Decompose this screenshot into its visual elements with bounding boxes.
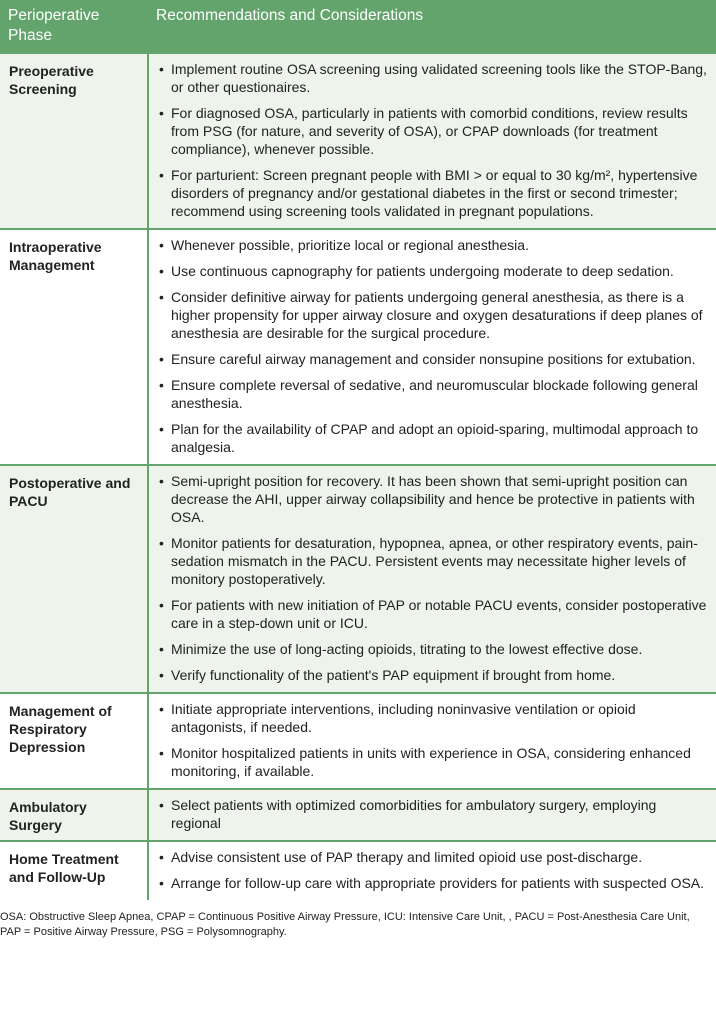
recs-cell [148, 53, 716, 229]
recs-cell [148, 693, 716, 789]
bullet-icon: • [159, 875, 164, 891]
phase-cell: Intraoperative Management [0, 229, 148, 465]
item-text: For patients with new initiation of PAP or notable PACU events, consider postoperative care in a step-down unit or ICU. [171, 597, 707, 631]
item-text: For parturient: Screen pregnant people with BMI > or equal to 30 kg/m², hypertensive disorders of pregnancy and/or gestational diabetes in the first or second trimester; recommend using screening tools validated in pregnant populations. [171, 167, 698, 219]
list-item [157, 420, 708, 456]
item-text: Monitor hospitalized patients in units with experience in OSA, considering enhanced monitoring, if available. [171, 745, 691, 779]
list-item [157, 666, 708, 684]
item-text: Verify functionality of the patient's PAP equipment if brought from home. [171, 667, 616, 683]
recs-cell [148, 789, 716, 841]
list-item [157, 166, 708, 220]
bullet-icon: • [159, 701, 164, 717]
table-row [0, 841, 716, 900]
list-item [157, 744, 708, 780]
bullet-icon: • [159, 105, 164, 121]
item-text: Monitor patients for desaturation, hypopnea, apnea, or other respiratory events, pain-sedation mismatch in the PACU. Persistent events may necessitate higher levels of monitory postoperatively. [171, 535, 698, 587]
item-text: Implement routine OSA screening using validated screening tools like the STOP-Bang, or other questionaires. [171, 61, 707, 95]
table-row [0, 53, 716, 229]
table-row [0, 465, 716, 693]
bullet-icon: • [159, 289, 164, 305]
phase-cell: Ambulatory Surgery [0, 789, 148, 841]
list-item [157, 104, 708, 158]
bullet-icon: • [159, 351, 164, 367]
recs-cell [148, 841, 716, 900]
item-text: Advise consistent use of PAP therapy and limited opioid use post-discharge. [171, 849, 643, 865]
header-row [0, 0, 716, 53]
bullet-icon: • [159, 377, 164, 393]
bullet-icon: • [159, 237, 164, 253]
bullet-icon: • [159, 597, 164, 613]
item-text: Use continuous capnography for patients undergoing moderate to deep sedation. [171, 263, 674, 279]
item-text: Ensure careful airway management and consider nonsupine positions for extubation. [171, 351, 696, 367]
footnote: OSA: Obstructive Sleep Apnea, CPAP = Continuous Positive Airway Pressure, ICU: Intensive Care Unit, , PACU = Post-Anesthesia Care Unit, PAP = Positive Airway Pressure, PSG = Polysomnography. [0, 911, 690, 938]
list-item [157, 236, 708, 254]
list-item [157, 700, 708, 736]
list-item [157, 848, 708, 866]
item-text: Ensure complete reversal of sedative, and neuromuscular blockade following general anesthesia. [171, 377, 698, 411]
phase-cell: Home Treatment and Follow-Up [0, 841, 148, 900]
list-item [157, 640, 708, 658]
list-item [157, 874, 708, 892]
list-item [157, 472, 708, 526]
bullet-icon: • [159, 797, 164, 813]
table-row [0, 789, 716, 841]
bullet-icon: • [159, 535, 164, 551]
item-text: Initiate appropriate interventions, including noninvasive ventilation or opioid antagonists, if needed. [171, 701, 636, 735]
phase-cell: Management of Respiratory Depression [0, 693, 148, 789]
bullet-icon: • [159, 667, 164, 683]
bullet-icon: • [159, 473, 164, 489]
table-row [0, 693, 716, 789]
phase-cell: Postoperative and PACU [0, 465, 148, 693]
item-text: Arrange for follow-up care with appropriate providers for patients with suspected OSA. [171, 875, 705, 891]
bullet-icon: • [159, 641, 164, 657]
item-text: Select patients with optimized comorbidities for ambulatory surgery, employing regional [171, 797, 657, 831]
header-recommendations: Recommendations and Considerations [148, 0, 716, 53]
list-item [157, 262, 708, 280]
header-phase: Perioperative Phase [0, 0, 148, 53]
bullet-icon: • [159, 61, 164, 77]
item-text: For diagnosed OSA, particularly in patients with comorbid conditions, review results from PSG (for nature, and severity of OSA), or CPAP downloads (for treatment compliance), whenever possible. [171, 105, 688, 157]
bullet-icon: • [159, 849, 164, 865]
list-item [157, 534, 708, 588]
table-row [0, 229, 716, 465]
item-text: Semi-upright position for recovery. It has been shown that semi-upright position can decrease the AHI, upper airway collapsibility and hence be protective in patients with OSA. [171, 473, 695, 525]
list-item [157, 376, 708, 412]
bullet-icon: • [159, 263, 164, 279]
recs-cell [148, 229, 716, 465]
phase-cell: Preoperative Screening [0, 53, 148, 229]
list-item [157, 350, 708, 368]
item-text: Whenever possible, prioritize local or regional anesthesia. [171, 237, 529, 253]
recs-cell [148, 465, 716, 693]
item-text: Minimize the use of long-acting opioids, titrating to the lowest effective dose. [171, 641, 643, 657]
bullet-icon: • [159, 745, 164, 761]
list-item [157, 796, 708, 832]
list-item [157, 288, 708, 342]
item-text: Plan for the availability of CPAP and adopt an opioid-sparing, multimodal approach to analgesia. [171, 421, 699, 455]
bullet-icon: • [159, 421, 164, 437]
list-item [157, 596, 708, 632]
list-item [157, 60, 708, 96]
bullet-icon: • [159, 167, 164, 183]
item-text: Consider definitive airway for patients undergoing general anesthesia, as there is a higher propensity for upper airway closure and oxygen desaturations if deep planes of anesthesia are desirable for the surgical procedure. [171, 289, 703, 341]
